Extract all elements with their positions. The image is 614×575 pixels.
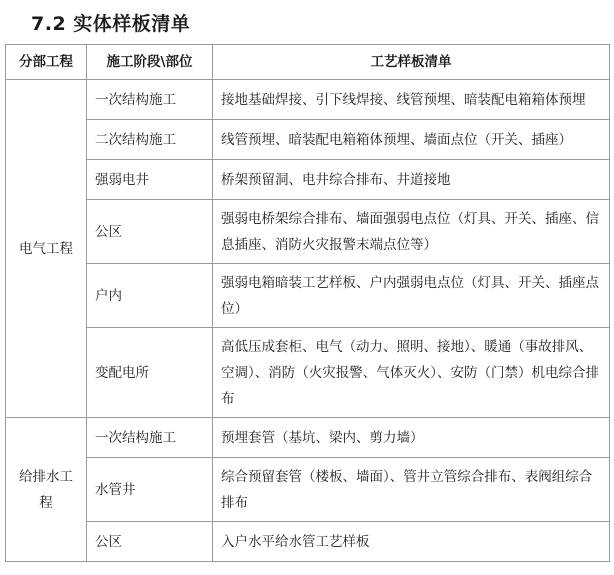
items-cell: 强弱电箱暗装工艺样板、户内强弱电点位（灯具、开关、插座点位） xyxy=(213,264,610,328)
header-division: 分部工程 xyxy=(6,45,87,80)
items-cell: 综合预留套管（楼板、墙面）、管井立管综合排布、表阀组综合排布 xyxy=(213,458,610,522)
stage-cell: 二次结构施工 xyxy=(87,120,213,160)
table-row xyxy=(6,200,610,264)
items-cell: 线管预埋、暗装配电箱箱体预埋、墙面点位（开关、插座） xyxy=(213,120,610,160)
stage-cell: 公区 xyxy=(87,200,213,264)
stage-cell: 一次结构施工 xyxy=(87,418,213,458)
header-sample-list: 工艺样板清单 xyxy=(213,45,610,80)
table-row xyxy=(6,120,610,160)
items-cell: 强弱电桥架综合排布、墙面强弱电点位（灯具、开关、插座、信息插座、消防火灾报警末端点位等） xyxy=(213,200,610,264)
items-cell: 接地基础焊接、引下线焊接、线管预埋、暗装配电箱箱体预埋 xyxy=(213,80,610,120)
table-row xyxy=(6,458,610,522)
table-row xyxy=(6,80,610,120)
table-header-row xyxy=(6,45,610,80)
sample-list-table xyxy=(5,44,610,562)
stage-cell: 户内 xyxy=(87,264,213,328)
items-cell: 桥架预留洞、电井综合排布、井道接地 xyxy=(213,160,610,200)
category-electrical: 电气工程 xyxy=(6,80,87,418)
stage-cell: 水管井 xyxy=(87,458,213,522)
items-cell: 入户水平给水管工艺样板 xyxy=(213,522,610,562)
stage-cell: 强弱电井 xyxy=(87,160,213,200)
stage-cell: 公区 xyxy=(87,522,213,562)
section-title: 7.2 实体样板清单 xyxy=(31,13,191,35)
stage-cell: 变配电所 xyxy=(87,328,213,418)
table-row xyxy=(6,522,610,562)
table-row xyxy=(6,264,610,328)
table-row xyxy=(6,418,610,458)
table-row xyxy=(6,160,610,200)
items-cell: 预埋套管（基坑、梁内、剪力墙） xyxy=(213,418,610,458)
header-stage: 施工阶段\部位 xyxy=(87,45,213,80)
stage-cell: 一次结构施工 xyxy=(87,80,213,120)
items-cell: 高低压成套柜、电气（动力、照明、接地）、暖通（事故排风、空调）、消防（火灾报警、气体灭火）、安防（门禁）机电综合排布 xyxy=(213,328,610,418)
table-row xyxy=(6,328,610,418)
category-plumbing: 给排水工程 xyxy=(6,418,87,562)
